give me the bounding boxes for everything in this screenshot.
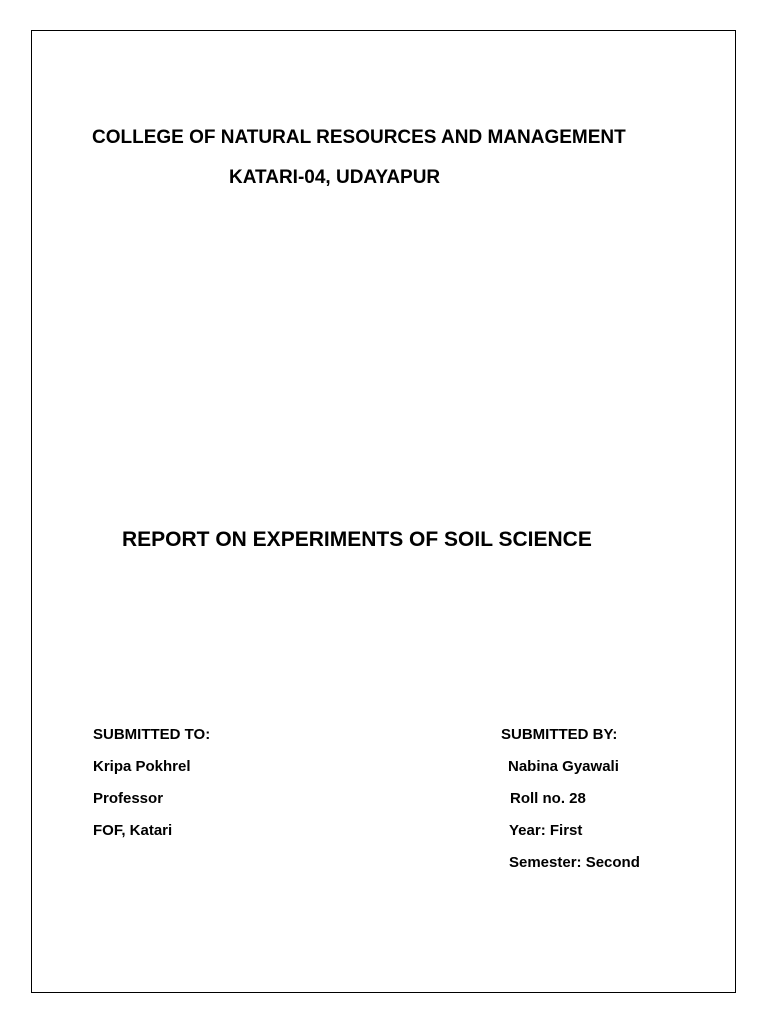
submitted-to-designation: Professor [93,790,164,807]
submitted-by-roll: Roll no. 28 [510,790,586,807]
college-address: KATARI-04, UDAYAPUR [229,167,441,188]
submitted-by-semester: Semester: Second [509,854,640,871]
submitted-to-name: Kripa Pokhrel [93,758,191,775]
college-name: COLLEGE OF NATURAL RESOURCES AND MANAGEMENT [92,127,626,148]
submitted-to-heading: SUBMITTED TO: [93,726,211,743]
submitted-by-heading: SUBMITTED BY: [501,726,618,743]
submitted-by-year: Year: First [509,822,583,839]
submitted-by-name: Nabina Gyawali [508,758,619,775]
report-title: REPORT ON EXPERIMENTS OF SOIL SCIENCE [122,528,592,551]
submitted-to-institution: FOF, Katari [93,822,173,839]
